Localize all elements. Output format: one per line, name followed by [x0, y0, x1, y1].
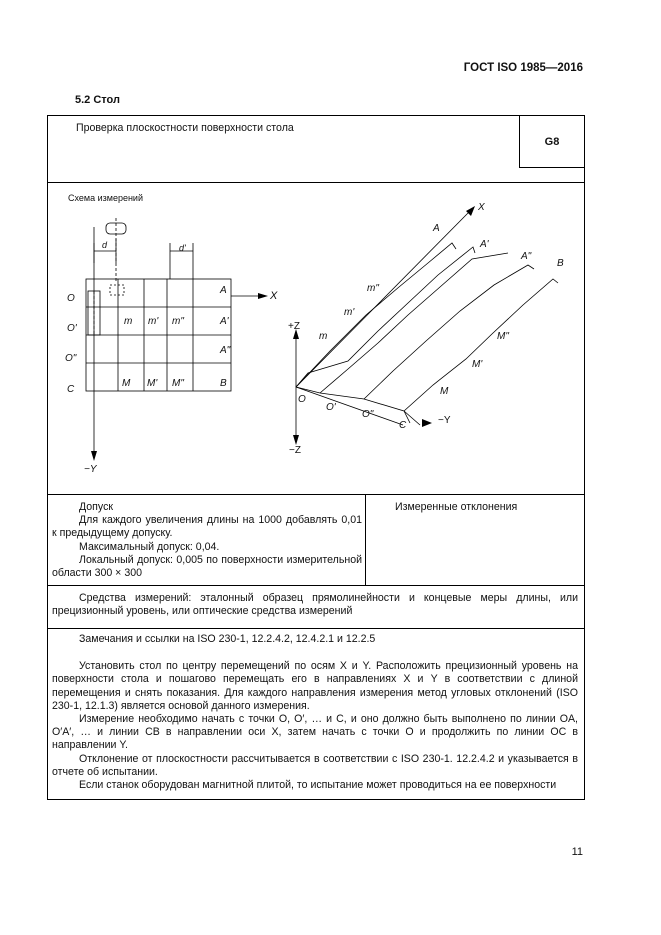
standard-header: ГОСТ ISO 1985—2016	[463, 62, 583, 74]
instruments-text: Средства измерений: эталонный образец прямолинейности и концевые меры длины, или прецизионный уровень, или оптические средства измерений	[52, 592, 578, 618]
test-title-cell	[47, 115, 585, 183]
tolerance-text	[52, 501, 362, 580]
label-d: d	[102, 240, 108, 250]
diagram-cell	[47, 183, 585, 495]
label-m2-right: m"	[367, 283, 379, 294]
label-A2-right: A"	[521, 251, 532, 262]
label-M2-right: M"	[497, 331, 509, 342]
test-title: Проверка плоскостности поверхности стола	[76, 122, 294, 134]
column-divider	[365, 495, 366, 585]
notes-title: Замечания и ссылки на ISO 230-1, 12.2.4.2, 12.4.2.1 и 12.2.5	[79, 633, 376, 645]
tolerance-title: Допуск	[79, 501, 114, 513]
label-m1-right: m'	[344, 307, 355, 318]
label-C: C	[67, 384, 75, 395]
label-m2: m"	[172, 316, 184, 327]
tolerance-line3: Локальный допуск: 0,005 по поверхности измерительной области 300 × 300	[52, 553, 362, 580]
label-minus-y-left: −Y	[84, 464, 97, 475]
notes-cell	[47, 628, 585, 800]
label-minus-z: −Z	[289, 445, 301, 456]
label-x-axis-left: X	[270, 290, 278, 302]
notes-p2: Измерение необходимо начать с точки O, O′, … и C, и оно должно быть выполнено по линии OA, O′A′, … и линии CB в направлении оси X, затем начать с точки O и продолжить по линии OC в направлении Y.	[52, 713, 578, 752]
label-M: M	[122, 378, 131, 389]
label-C-right: C	[399, 420, 407, 431]
label-M1: M'	[147, 378, 158, 389]
test-code: G8	[519, 116, 584, 168]
label-minus-y-right: −Y	[438, 415, 451, 426]
label-B: B	[220, 378, 227, 389]
label-M1-right: M'	[472, 359, 483, 370]
measured-deviations: Измеренные отклонения	[395, 501, 518, 513]
label-A1: A'	[220, 316, 229, 327]
notes-p4: Если станок оборудован магнитной плитой, то испытание может проводиться на ее поверхности	[79, 779, 557, 792]
tolerance-line2: Максимальный допуск: 0,04.	[79, 540, 220, 553]
label-A: A	[220, 285, 227, 296]
label-O2-right: O"	[362, 409, 374, 420]
tolerance-cell	[47, 494, 585, 586]
label-d-prime: d'	[179, 243, 186, 253]
label-O1: O'	[67, 323, 77, 334]
label-x-right: X	[478, 202, 485, 213]
label-A1-right: A'	[480, 239, 489, 250]
label-M-right: M	[440, 386, 449, 397]
diagram-caption: Схема измерений	[68, 193, 143, 203]
label-A-right: A	[433, 223, 440, 234]
label-m: m	[124, 316, 133, 327]
label-O: O	[67, 293, 75, 304]
label-M2: M"	[172, 378, 184, 389]
section-title: 5.2 Стол	[75, 94, 120, 106]
label-m1: m'	[148, 316, 159, 327]
label-O2: O"	[65, 353, 77, 364]
label-m-right: m	[319, 331, 328, 342]
label-O1-right: O'	[326, 402, 336, 413]
notes-p1: Установить стол по центру перемещений по осям X и Y. Расположить прецизионный уровень на поверхности стола и пошагово перемещать его в направлениях X и Y в соответствии с длиной перемещения и снять показания. Для каждого направления измерения метод угловых отклонений (ISO 230-1, 12.1.3) является основой данного измерения.	[52, 660, 578, 712]
notes-body	[52, 633, 578, 792]
instruments-cell	[47, 586, 585, 629]
tolerance-line1: Для каждого увеличения длины на 1000 добавлять 0,01 к предыдущему допуску.	[52, 514, 362, 540]
label-plus-z: +Z	[288, 321, 300, 332]
page-number: 11	[571, 846, 583, 858]
label-B-right: B	[557, 258, 564, 269]
notes-p3: Отклонение от плоскостности рассчитывается в соответствии с ISO 230-1. 12.2.4.2 и указывается в отчете об испытании.	[52, 752, 578, 778]
label-A2: A"	[220, 345, 231, 356]
label-O-right: O	[298, 394, 306, 405]
